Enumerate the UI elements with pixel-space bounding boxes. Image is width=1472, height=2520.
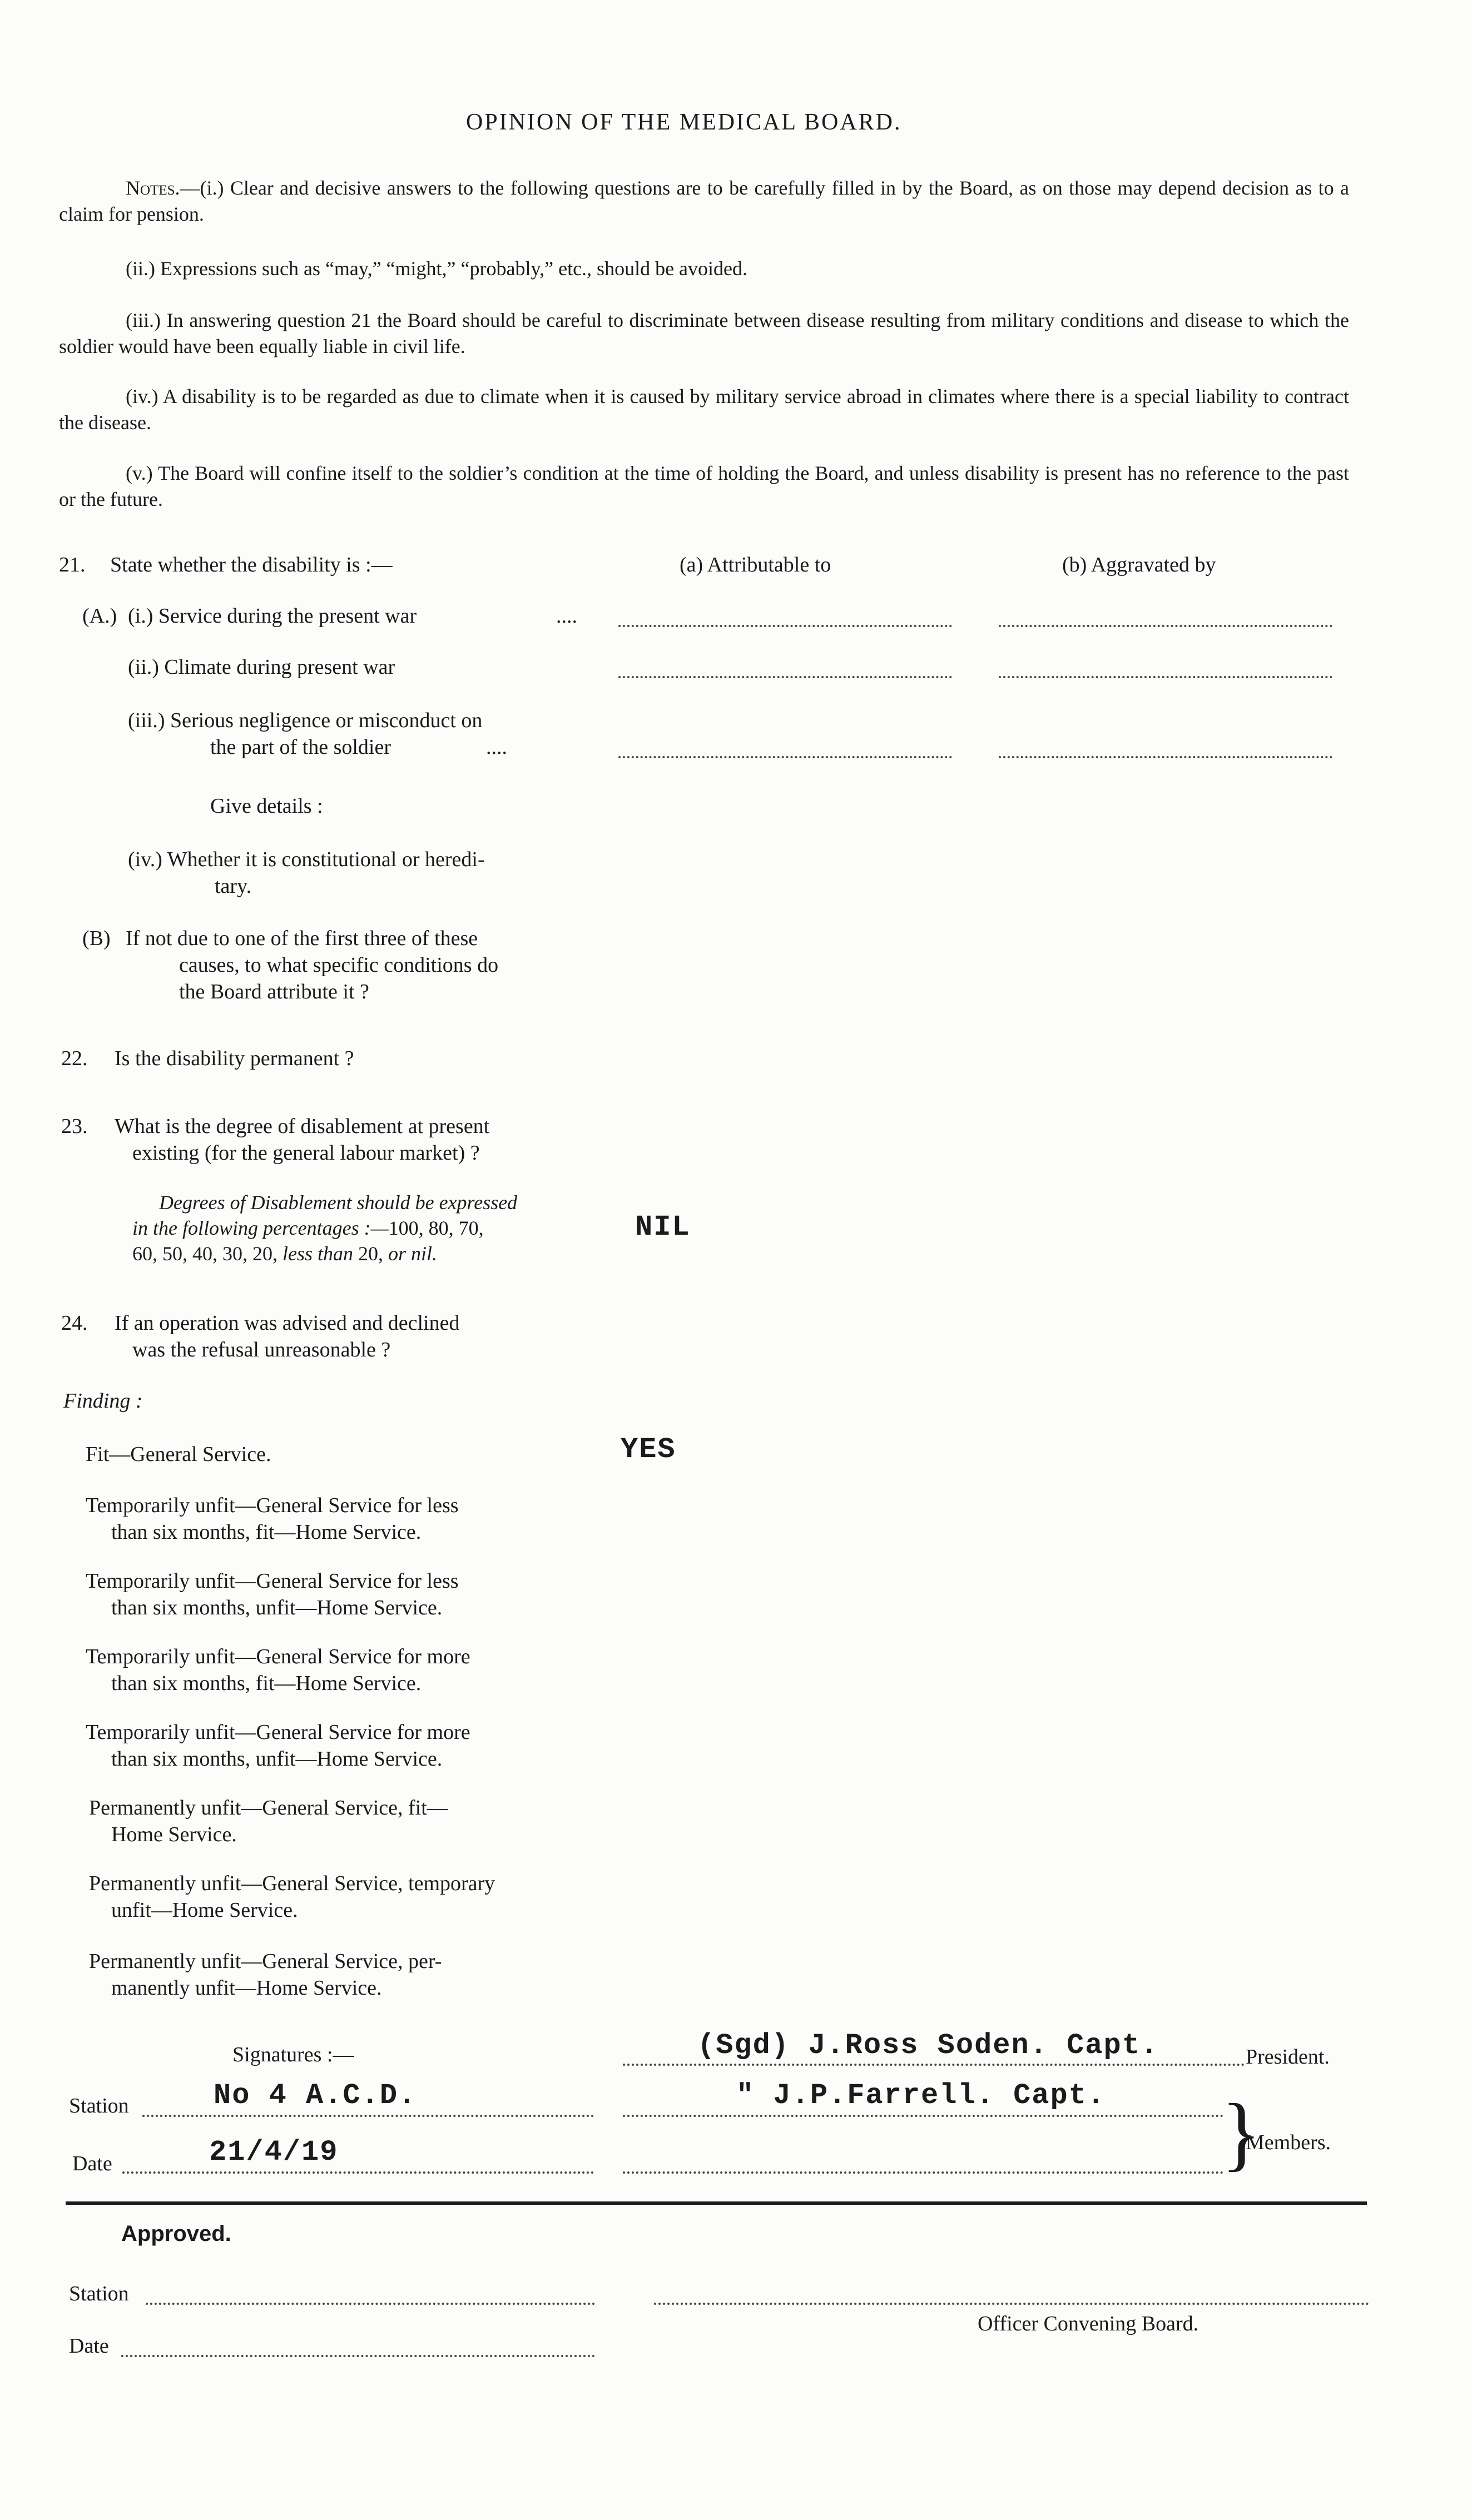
q21-a-iii-line2: the part of the soldier <box>210 735 391 759</box>
q21-a-i-attributable-field[interactable] <box>618 625 952 627</box>
member-signature[interactable]: " J.P.Farrell. Capt. <box>733 2079 1109 2112</box>
q23-note-line3 <box>132 1241 437 1267</box>
q21-b-line3: the Board attribute it ? <box>179 980 369 1003</box>
finding-opt2-line2: than six months, unfit—Home Service. <box>111 1596 443 1619</box>
finding-opt1-line2: than six months, fit—Home Service. <box>111 1520 422 1544</box>
finding-opt6-line2: unfit—Home Service. <box>111 1898 298 1922</box>
finding-opt7-line2: manently unfit—Home Service. <box>111 1976 382 2000</box>
q21-a-iii-aggravated-field[interactable] <box>999 756 1332 758</box>
q21-a-iv-line2: tary. <box>215 874 252 898</box>
station-label: Station <box>69 2094 129 2118</box>
finding-opt3-line2: than six months, fit—Home Service. <box>111 1672 422 1695</box>
finding-opt2-line1: Temporarily unfit—General Service for less <box>86 1569 459 1593</box>
q21-a-i-dots: .... <box>556 604 577 628</box>
page-title: OPINION OF THE MEDICAL BOARD. <box>466 110 902 135</box>
note-v: (v.) The Board will confine itself to the soldier’s condition at the time of holding the Board, and unless disability is present has no reference to the past or the future. <box>59 462 1349 510</box>
q23-note-line3-b: less than <box>282 1242 354 1265</box>
q21-a-ii-attributable-field[interactable] <box>618 676 952 678</box>
q23-note-line3-d: or nil. <box>388 1242 438 1265</box>
note-i-text: —(i.) Clear and decisive answers to the following questions are to be carefully filled in by the Board, as on those may depend decision as to a claim for pension. <box>59 177 1349 225</box>
station-line <box>142 2115 594 2117</box>
q21-b-label: (B) <box>82 927 111 950</box>
date-value[interactable]: 21/4/19 <box>206 2136 341 2169</box>
president-signature-line <box>623 2064 1245 2066</box>
finding-opt3-line1: Temporarily unfit—General Service for more <box>86 1645 470 1668</box>
finding-opt1-line1: Temporarily unfit—General Service for less <box>86 1494 459 1517</box>
q21-a-ii-aggravated-field[interactable] <box>999 676 1332 678</box>
q23-line2: existing (for the general labour market) ? <box>132 1141 480 1165</box>
q24-line1: If an operation was advised and declined <box>115 1311 460 1335</box>
q23-line1: What is the degree of disablement at present <box>115 1115 490 1138</box>
q21-number: 21. <box>59 553 86 576</box>
note-iii: (iii.) In answering question 21 the Board should be careful to discriminate between disease resulting from military conditions and disease to which the soldier would have been equally liable in civil life. <box>59 309 1349 357</box>
note-ii: (ii.) Expressions such as “may,” “might,” “probably,” etc., should be avoided. <box>126 257 748 280</box>
q24-line2: was the refusal unreasonable ? <box>132 1338 391 1361</box>
q23-note-line2-a: in the following percentages :— <box>132 1217 389 1239</box>
q21-a-i: (i.) Service during the present war <box>128 604 417 628</box>
q21-a-iii-line1: (iii.) Serious negligence or misconduct on <box>128 709 483 732</box>
signatures-label: Signatures :— <box>232 2043 354 2066</box>
date-label: Date <box>72 2152 112 2175</box>
q21-a-ii: (ii.) Climate during present war <box>128 655 395 679</box>
q22-text: Is the disability permanent ? <box>115 1047 354 1070</box>
q21-col-b-heading: (b) Aggravated by <box>1062 553 1216 576</box>
q23-answer[interactable]: NIL <box>635 1211 691 1244</box>
q21-a-label: (A.) <box>82 604 117 628</box>
q23-note-line1: Degrees of Disablement should be expressed <box>159 1191 518 1214</box>
q24-number: 24. <box>61 1311 88 1335</box>
q21-b-line2: causes, to what specific conditions do <box>179 953 499 977</box>
approved-station-label: Station <box>69 2282 129 2305</box>
q21-a-iii-attributable-field[interactable] <box>618 756 952 758</box>
q21-col-a-heading: (a) Attributable to <box>680 553 831 576</box>
notes-lead: Notes. <box>126 177 180 199</box>
finding-opt5-line2: Home Service. <box>111 1823 237 1846</box>
finding-opt7-line1: Permanently unfit—General Service, per- <box>89 1950 442 1973</box>
q21-a-iii-dots: .... <box>486 735 507 759</box>
member-signature-line-1 <box>623 2115 1223 2117</box>
members-label: Members. <box>1246 2131 1331 2154</box>
date-line <box>122 2171 594 2174</box>
officer-signature-field[interactable] <box>654 2303 1369 2305</box>
finding-fit-answer[interactable]: YES <box>621 1433 676 1466</box>
officer-convening-label: Officer Convening Board. <box>978 2312 1199 2335</box>
finding-opt4-line1: Temporarily unfit—General Service for more <box>86 1721 470 1744</box>
q21-give-details: Give details : <box>210 794 323 818</box>
divider-rule <box>66 2201 1367 2205</box>
members-brace: } <box>1221 2087 1261 2179</box>
q23-note-line3-c: 20, <box>358 1242 384 1265</box>
note-i <box>59 175 1349 227</box>
approved-station-field[interactable] <box>146 2303 595 2305</box>
finding-heading: Finding : <box>63 1389 143 1413</box>
q23-note-line3-a: 60, 50, 40, 30, 20, <box>132 1242 277 1265</box>
q21-b-line1: If not due to one of the first three of these <box>126 927 478 950</box>
finding-opt6-line1: Permanently unfit—General Service, temporary <box>89 1872 495 1895</box>
member-signature-line-2[interactable] <box>623 2171 1223 2174</box>
q21-text: State whether the disability is :— <box>110 553 393 576</box>
q21-a-i-aggravated-field[interactable] <box>999 625 1332 627</box>
approved-heading: Approved. <box>121 2221 231 2246</box>
q23-note-line2 <box>132 1215 484 1241</box>
q23-note-line2-b: 100, 80, 70, <box>388 1217 484 1239</box>
approved-date-field[interactable] <box>121 2355 595 2357</box>
station-value[interactable]: No 4 A.C.D. <box>210 2079 420 2112</box>
approved-date-label: Date <box>69 2334 109 2358</box>
finding-opt5-line1: Permanently unfit—General Service, fit— <box>89 1796 448 1820</box>
president-signature[interactable]: (Sgd) J.Ross Soden. Capt. <box>694 2029 1162 2062</box>
president-label: President. <box>1246 2045 1330 2069</box>
note-iv: (iv.) A disability is to be regarded as due to climate when it is caused by military service abroad in climates where there is a special liability to contract the disease. <box>59 385 1349 434</box>
q21-a-iv-line1: (iv.) Whether it is constitutional or heredi- <box>128 848 485 871</box>
finding-fit: Fit—General Service. <box>86 1443 271 1466</box>
q23-number: 23. <box>61 1115 88 1138</box>
finding-opt4-line2: than six months, unfit—Home Service. <box>111 1747 443 1771</box>
q22-number: 22. <box>61 1047 88 1070</box>
